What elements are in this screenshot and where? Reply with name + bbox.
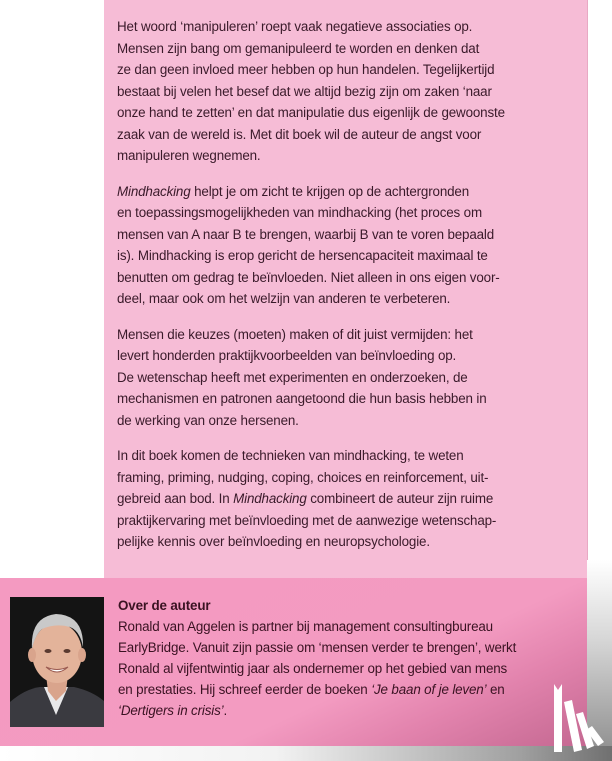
book-title-italic: Mindhacking <box>233 491 307 506</box>
text-line: De wetenschap heeft met experimenten en onderzoeken, de <box>117 369 468 385</box>
text-line: deel, maar ook om het welzijn van anderen te verbeteren. <box>117 291 451 306</box>
blurb-paragraph-3 <box>117 324 579 432</box>
text-line: pelijke kennis over beïnvloeding en neuropsychologie. <box>117 534 430 549</box>
text-line: en toepassingsmogelijkheden van mindhacking (het proces om <box>117 205 482 220</box>
text-line <box>117 181 579 203</box>
text-line: levert honderden praktijkvoorbeelden van beïnvloeding op. <box>117 348 457 363</box>
author-heading: Over de auteur <box>118 598 211 613</box>
author-band <box>0 578 587 746</box>
blurb-paragraph-2 <box>117 181 579 310</box>
text-line: is). Mindhacking is erop gericht de hersencapaciteit maximaal te <box>117 248 488 263</box>
text-line: mensen van A naar B te brengen, waarbij B van te voren bepaald <box>117 226 495 242</box>
text-line <box>117 488 579 510</box>
text-line: de werking van onze hersenen. <box>117 412 299 428</box>
text-line: zaak van de wereld is. Met dit boek wil de auteur de angst voor <box>117 126 482 142</box>
blurb-paragraph-1 <box>117 16 579 167</box>
text-line: Mensen die keuzes (moeten) maken of dit juist vermijden: het <box>117 326 473 342</box>
blurb-panel <box>104 0 587 578</box>
text-fragment: helpt je om zicht te krijgen op de achtergronden <box>190 183 470 199</box>
previous-book-title: ‘Dertigers in crisis’ <box>118 703 224 718</box>
text-fragment: combineert de auteur zijn ruime <box>306 491 494 506</box>
text-line: Ronald van Aggelen is partner bij management consultingbureau <box>118 619 493 634</box>
text-line <box>118 700 578 721</box>
text-line: benutten om gedrag te beïnvloeden. Niet alleen in ons eigen voor- <box>117 269 500 285</box>
text-fragment: en <box>486 682 505 697</box>
text-line: mechanismen en patronen aangetoond die hun basis hebben in <box>117 391 487 406</box>
author-portrait-icon <box>10 597 104 727</box>
text-line: ze dan geen invloed meer hebben op hun handelen. Tegelijkertijd <box>117 62 495 77</box>
text-line: Het woord ‘manipuleren’ roept vaak negatieve associaties op. <box>117 19 473 34</box>
text-line: EarlyBridge. Vanuit zijn passie om ‘mensen verder te brengen’, werkt <box>118 640 517 655</box>
blurb-paragraph-4 <box>117 445 579 553</box>
text-fragment: en prestaties. Hij schreef eerder de boeken <box>118 682 372 697</box>
publisher-books-logo-icon <box>548 682 604 754</box>
previous-book-title: ‘Je baan of je leven’ <box>371 682 487 697</box>
text-line: Ronald al vijfentwintig jaar als ondernemer op het gebied van mens <box>118 661 508 676</box>
text-line: In dit boek komen de technieken van mindhacking, te weten <box>117 448 464 463</box>
text-line: manipuleren wegnemen. <box>117 148 261 163</box>
text-line: bestaat bij velen het besef dat we altijd bezig zijn om zaken ‘naar <box>117 83 492 99</box>
bottom-shadow-strip <box>0 746 612 761</box>
text-line <box>118 679 578 700</box>
text-fragment: . <box>223 703 228 718</box>
text-fragment: gebreid aan bod. In <box>117 491 234 506</box>
author-bio <box>118 595 578 721</box>
blurb-text <box>117 16 579 567</box>
text-line: framing, priming, nudging, coping, choices en reinforcement, uit- <box>117 469 489 485</box>
text-line: Mensen zijn bang om gemanipuleerd te worden en denken dat <box>117 40 480 56</box>
author-photo <box>10 597 104 727</box>
text-line: onze hand te zetten’ en dat manipulatie dus eigenlijk de gewoonste <box>117 105 505 120</box>
text-line: praktijkervaring met beïnvloeding met de aanwezige wetenschap- <box>117 512 497 528</box>
book-title-italic: Mindhacking <box>117 183 191 199</box>
